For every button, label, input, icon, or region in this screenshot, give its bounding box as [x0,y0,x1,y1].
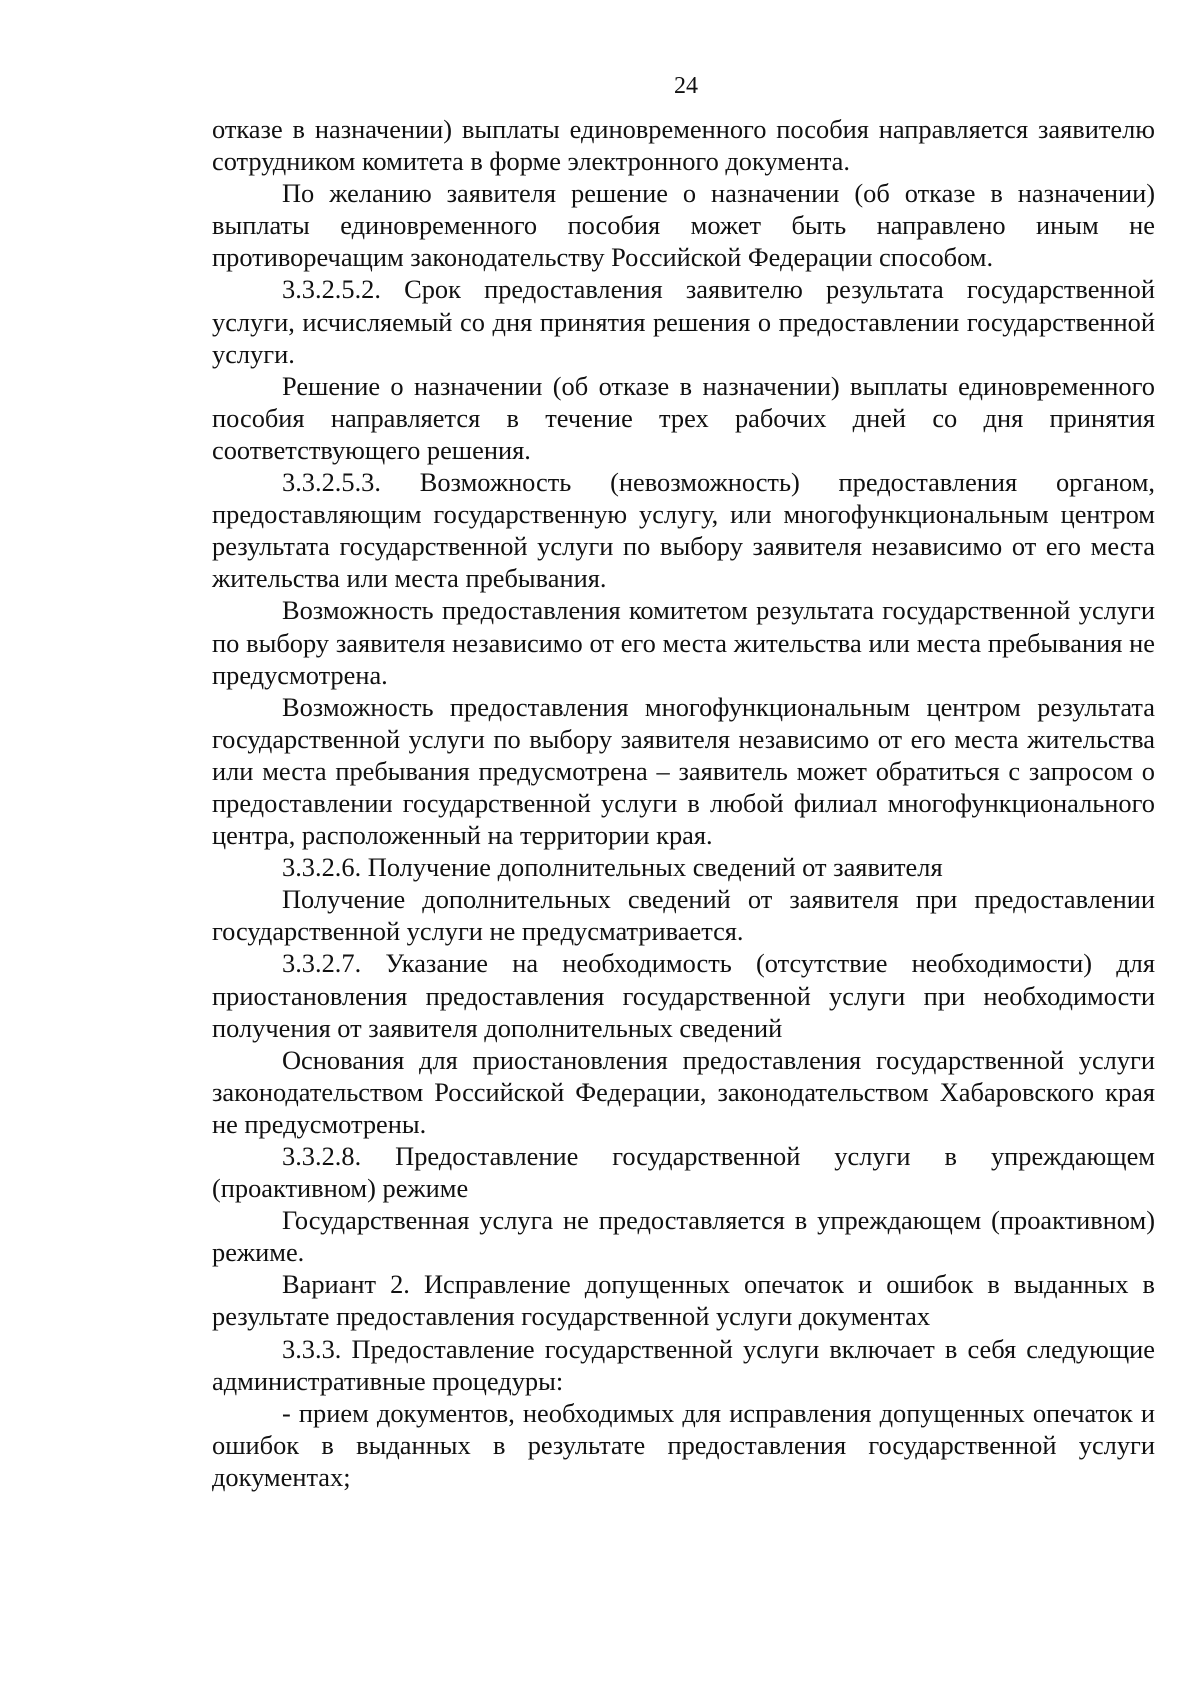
paragraph-section-3-3-3: 3.3.3. Предоставление государственной услуги включает в себя следующие административные процедуры: [212,1333,1155,1396]
list-item: - прием документов, необходимых для исправления допущенных опечаток и ошибок в выданных в результате предоставления государственной услуги документах; [212,1397,1155,1492]
paragraph-section-3-3-2-7: 3.3.2.7. Указание на необходимость (отсутствие необходимости) для приостановления предоставления государственной услуги при необходимости получения от заявителя дополнительных сведений [212,948,1155,1043]
paragraph-section-3-3-2-5-3: 3.3.2.5.3. Возможность (невозможность) предоставления органом, предоставляющим государственную услугу, или многофункциональным центром результата государственной услуги по выбору заявителя независимо от его места жительства или места пребывания. [212,467,1155,594]
paragraph: Решение о назначении (об отказе в назначении) выплаты единовременного пособия направляется в течение трех рабочих дней со дня принятия соответствующего решения. [212,370,1155,465]
paragraph-continuation: отказе в назначении) выплаты единовременного пособия направляется заявителю сотрудником комитета в форме электронного документа. [212,114,1155,177]
page-number: 24 [674,73,698,99]
paragraph: Возможность предоставления многофункциональным центром результата государственной услуги по выбору заявителя независимо от его места жительства или места пребывания предусмотрена – заявитель может обратиться с запросом о предоставлении государственной услуги в любой филиал многофункционального центра, расположенный на территории края. [212,691,1155,851]
paragraph: Основания для приостановления предоставления государственной услуги законодательством Российской Федерации, законодательством Хабаровского края не предусмотрены. [212,1044,1155,1139]
paragraph-variant-2: Вариант 2. Исправление допущенных опечаток и ошибок в выданных в результате предоставления государственной услуги документах [212,1269,1155,1332]
paragraph: Государственная услуга не предоставляется в упреждающем (проактивном) режиме. [212,1205,1155,1268]
paragraph-section-3-3-2-8: 3.3.2.8. Предоставление государственной услуги в упреждающем (проактивном) режиме [212,1141,1155,1204]
paragraph: Возможность предоставления комитетом результата государственной услуги по выбору заявителя независимо от его места жительства или места пребывания не предусмотрена. [212,595,1155,690]
document-body [212,113,1155,1493]
paragraph: Получение дополнительных сведений от заявителя при предоставлении государственной услуги не предусматривается. [212,884,1155,947]
paragraph: По желанию заявителя решение о назначении (об отказе в назначении) выплаты единовременного пособия может быть направлено иным не противоречащим законодательству Российской Федерации способом. [212,178,1155,273]
paragraph-section-3-3-2-5-2: 3.3.2.5.2. Срок предоставления заявителю результата государственной услуги, исчисляемый со дня принятия решения о предоставлении государственной услуги. [212,274,1155,369]
paragraph-section-3-3-2-6: 3.3.2.6. Получение дополнительных сведений от заявителя [282,852,943,883]
